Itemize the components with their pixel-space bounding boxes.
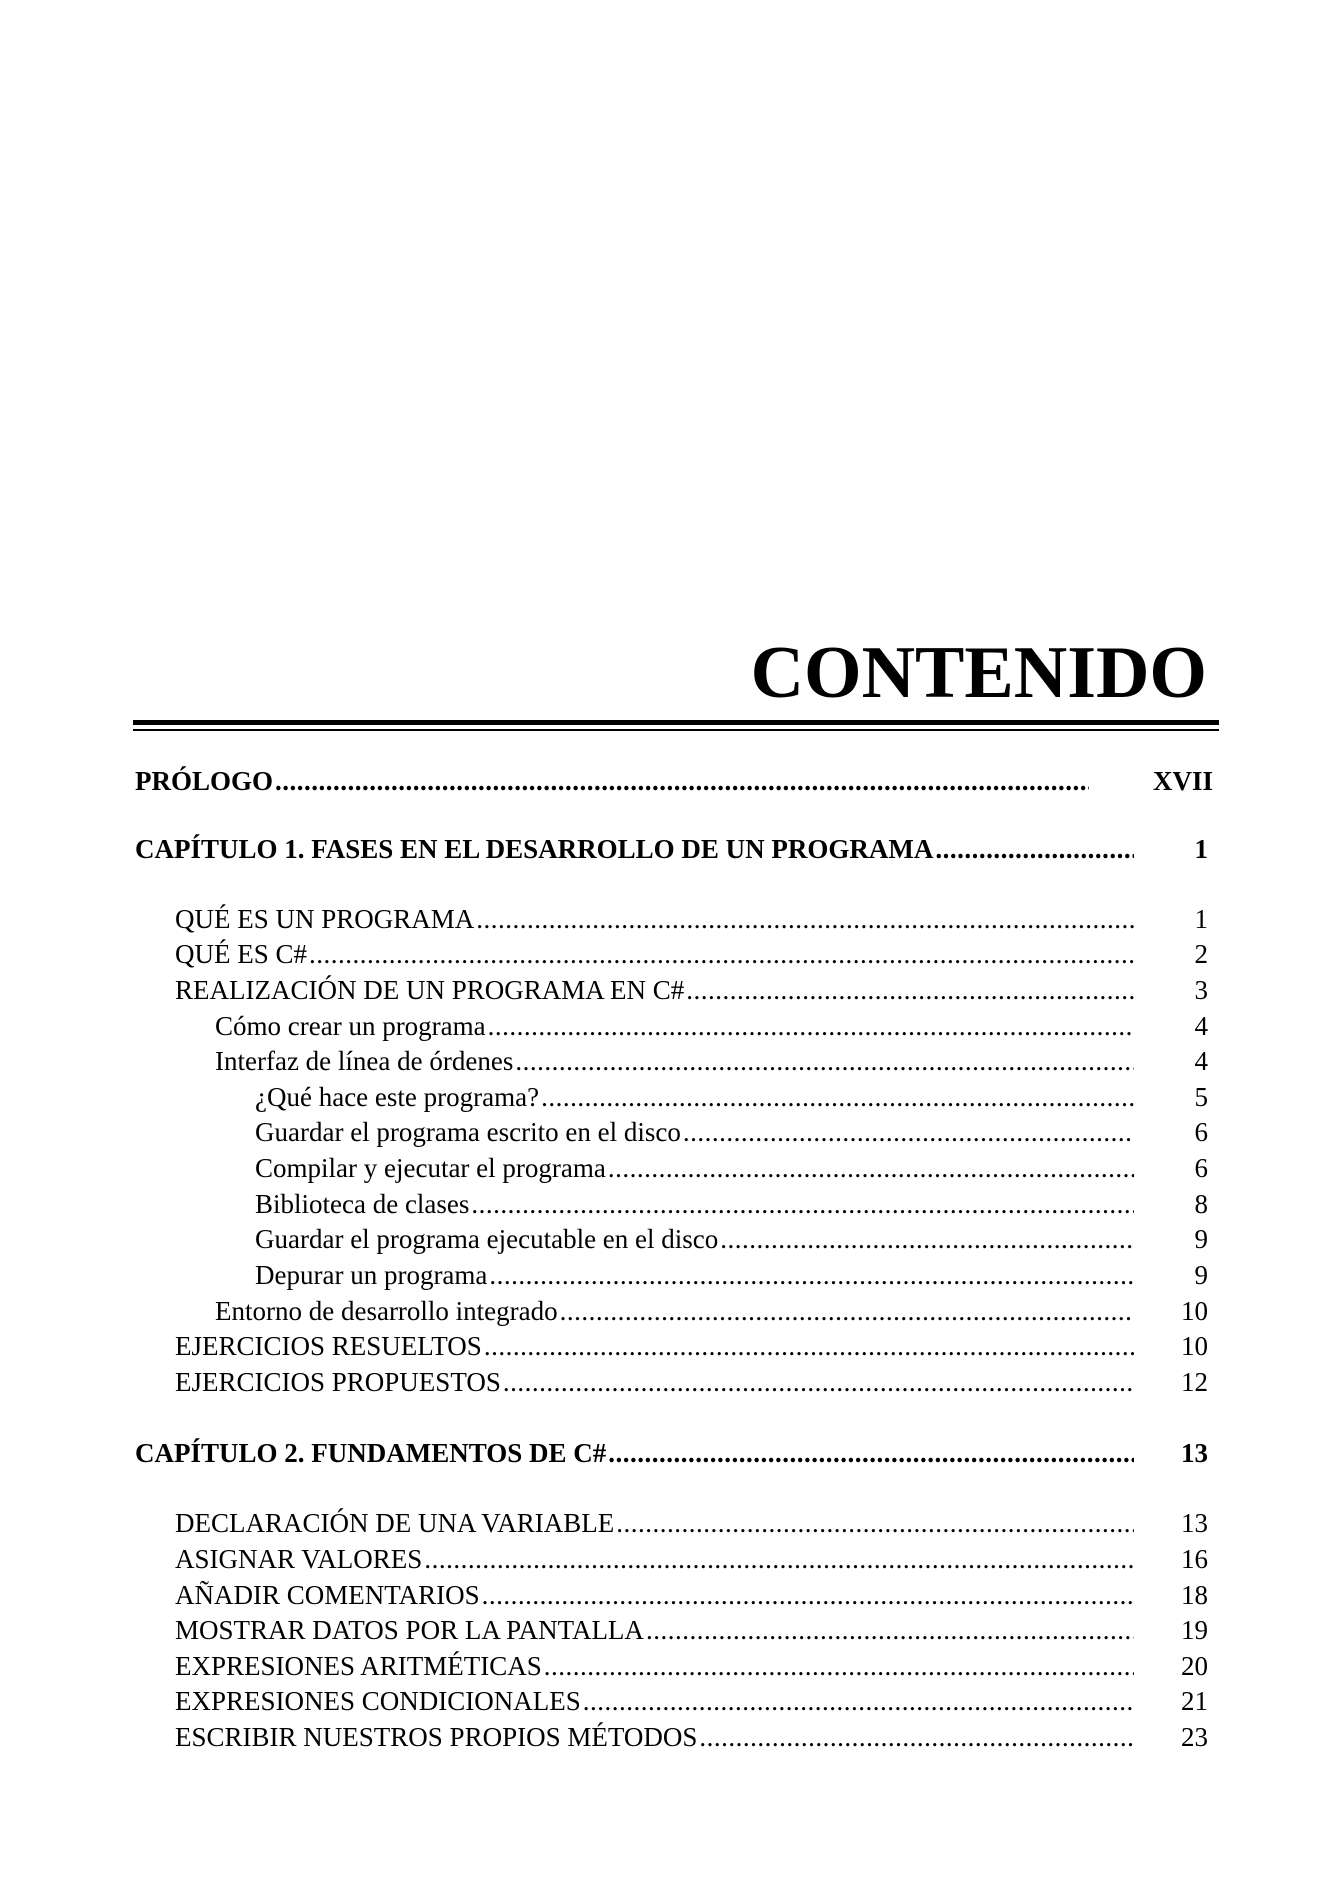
toc-leader <box>476 904 1134 935</box>
toc-entry-label: MOSTRAR DATOS POR LA PANTALLA <box>175 1615 644 1645</box>
toc-page-number: 6 <box>1194 1153 1208 1183</box>
toc-entry-label: CAPÍTULO 1. FASES EN EL DESARROLLO DE UN PROGRAMA <box>135 834 934 864</box>
toc-leader <box>646 1615 1134 1646</box>
toc-entry-label: Depurar un programa <box>255 1260 488 1290</box>
toc-page-number: XVII <box>1152 766 1213 796</box>
toc-entry-label: Guardar el programa escrito en el disco <box>255 1117 681 1147</box>
toc-entry[interactable] <box>255 1117 1208 1151</box>
toc-entry[interactable] <box>175 1544 1208 1578</box>
toc-page-number: 8 <box>1194 1189 1208 1219</box>
toc-leader <box>608 1153 1134 1184</box>
toc-entry-chapter-2[interactable] <box>135 1438 1208 1472</box>
toc-entry-label: ¿Qué hace este programa? <box>255 1082 540 1112</box>
toc-leader <box>489 1260 1134 1291</box>
toc-entry-label: QUÉ ES C# <box>175 939 308 969</box>
toc-page-number: 19 <box>1181 1615 1208 1645</box>
toc-page-number: 16 <box>1181 1544 1208 1574</box>
toc-page-number: 4 <box>1194 1046 1208 1076</box>
toc-entry[interactable] <box>175 1615 1208 1649</box>
toc-page-number: 5 <box>1194 1082 1208 1112</box>
toc-page-number: 1 <box>1194 834 1208 864</box>
toc-leader <box>560 1296 1134 1327</box>
toc-page-number: 20 <box>1181 1651 1208 1681</box>
toc-entry-label: Interfaz de línea de órdenes <box>215 1046 514 1076</box>
toc-entry-label: EXPRESIONES ARITMÉTICAS <box>175 1651 542 1681</box>
toc-page-number: 9 <box>1194 1224 1208 1254</box>
toc-entry[interactable] <box>175 1580 1208 1614</box>
toc-entry[interactable] <box>175 939 1208 973</box>
toc-entry[interactable] <box>175 975 1208 1009</box>
toc-entry[interactable] <box>255 1224 1208 1258</box>
toc-entry[interactable] <box>175 1722 1208 1756</box>
toc-entry-label: ESCRIBIR NUESTROS PROPIOS MÉTODOS <box>175 1722 698 1752</box>
toc-entry[interactable] <box>215 1046 1208 1080</box>
toc-leader <box>515 1046 1134 1077</box>
toc-entry-label: EJERCICIOS PROPUESTOS <box>175 1367 501 1397</box>
toc-page-number: 3 <box>1194 975 1208 1005</box>
toc-leader <box>484 1331 1134 1362</box>
toc-leader <box>488 1011 1134 1042</box>
toc-entry-prologo[interactable] <box>135 766 1213 800</box>
toc-entry-label: REALIZACIÓN DE UN PROGRAMA EN C# <box>175 975 685 1005</box>
toc-entry-label: EXPRESIONES CONDICIONALES <box>175 1686 581 1716</box>
toc-page-number: 13 <box>1181 1438 1208 1468</box>
toc-entry[interactable] <box>215 1296 1208 1330</box>
toc-page-number: 9 <box>1194 1260 1208 1290</box>
toc-entry-label: ASIGNAR VALORES <box>175 1544 423 1574</box>
page-title: CONTENIDO <box>750 632 1207 714</box>
toc-leader <box>541 1082 1134 1113</box>
toc-leader <box>616 1508 1134 1539</box>
toc-leader <box>720 1224 1134 1255</box>
toc-entry-chapter-1[interactable] <box>135 834 1208 868</box>
toc-entry-label: EJERCICIOS RESUELTOS <box>175 1331 482 1361</box>
toc-page-number: 4 <box>1194 1011 1208 1041</box>
toc-entry[interactable] <box>175 904 1208 938</box>
toc-leader <box>686 975 1134 1006</box>
toc-entry-label: PRÓLOGO <box>135 766 274 796</box>
toc-leader <box>309 939 1134 970</box>
toc-entry[interactable] <box>175 1508 1208 1542</box>
toc-entry-label: DECLARACIÓN DE UNA VARIABLE <box>175 1508 615 1538</box>
toc-entry-label: CAPÍTULO 2. FUNDAMENTOS DE C# <box>135 1438 607 1468</box>
toc-entry[interactable] <box>175 1367 1208 1401</box>
toc-entry[interactable] <box>215 1011 1208 1045</box>
toc-entry[interactable] <box>255 1260 1208 1294</box>
toc-leader <box>482 1580 1134 1611</box>
toc-page-number: 18 <box>1181 1580 1208 1610</box>
toc-entry-label: Guardar el programa ejecutable en el disco <box>255 1224 719 1254</box>
toc-leader <box>935 834 1134 865</box>
toc-leader <box>683 1117 1134 1148</box>
toc-entry-label: Cómo crear un programa <box>215 1011 486 1041</box>
toc-page-number: 13 <box>1181 1508 1208 1538</box>
toc-entry-label: Compilar y ejecutar el programa <box>255 1153 606 1183</box>
toc-page-number: 6 <box>1194 1117 1208 1147</box>
toc-leader <box>544 1651 1134 1682</box>
toc-entry-label: Entorno de desarrollo integrado <box>215 1296 558 1326</box>
toc-leader <box>503 1367 1134 1398</box>
toc-page-number: 12 <box>1181 1367 1208 1397</box>
toc-entry-label: QUÉ ES UN PROGRAMA <box>175 904 475 934</box>
toc-leader <box>583 1686 1134 1717</box>
toc-entry[interactable] <box>175 1331 1208 1365</box>
toc-page-number: 1 <box>1194 904 1208 934</box>
toc-leader <box>424 1544 1134 1575</box>
toc-page-number: 23 <box>1181 1722 1208 1752</box>
toc-entry-label: AÑADIR COMENTARIOS <box>175 1580 480 1610</box>
toc-leader <box>699 1722 1134 1753</box>
toc-entry[interactable] <box>255 1153 1208 1187</box>
toc-page-number: 21 <box>1181 1686 1208 1716</box>
toc-leader <box>471 1189 1134 1220</box>
toc-page-number: 2 <box>1194 939 1208 969</box>
toc-entry[interactable] <box>175 1686 1208 1720</box>
toc-entry-label: Biblioteca de clases <box>255 1189 470 1219</box>
toc-page-number: 10 <box>1181 1296 1208 1326</box>
toc-leader <box>275 766 1089 797</box>
toc-entry[interactable] <box>255 1189 1208 1223</box>
toc-entry[interactable] <box>255 1082 1208 1116</box>
toc-page-number: 10 <box>1181 1331 1208 1361</box>
toc-entry[interactable] <box>175 1651 1208 1685</box>
toc-leader <box>608 1438 1134 1469</box>
